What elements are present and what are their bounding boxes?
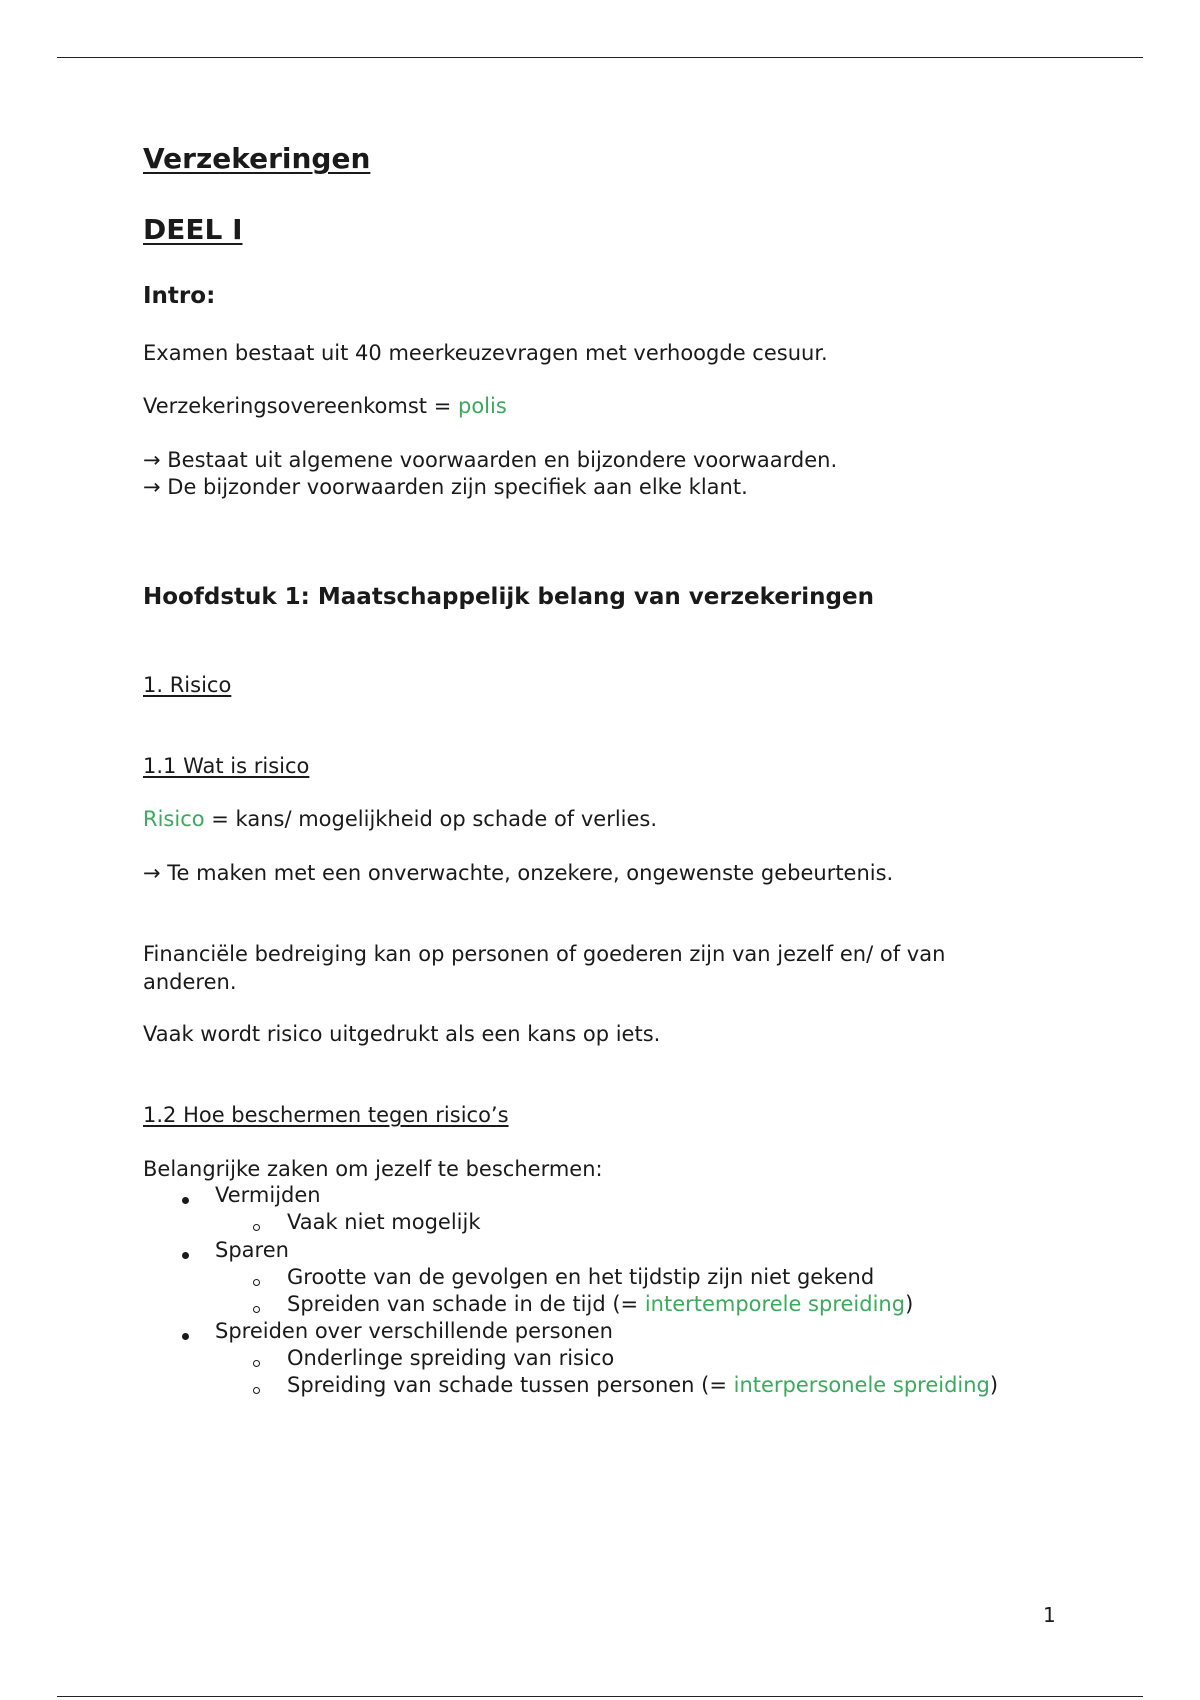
arrow-line-1: → Bestaat uit algemene voorwaarden en bijzondere voorwaarden. bbox=[143, 448, 838, 472]
intertemporal-term: intertemporele spreiding bbox=[644, 1292, 906, 1316]
contract-line bbox=[143, 393, 507, 420]
financial-line-1: Financiële bedreiging kan op personen of goederen zijn van jezelf en/ of van bbox=[143, 942, 946, 966]
intro-heading: Intro: bbox=[143, 283, 216, 309]
sub-bullet-circle bbox=[253, 1306, 260, 1313]
sub-list-item: Onderlinge spreiding van risico bbox=[287, 1346, 615, 1370]
list-item: Spreiden over verschillende personen bbox=[215, 1319, 613, 1343]
polis-term: polis bbox=[457, 394, 507, 418]
sub-item-pre: Spreiding van schade tussen personen (= bbox=[287, 1373, 734, 1397]
arrow-line-2: → De bijzonder voorwaarden zijn specifiek aan elke klant. bbox=[143, 475, 748, 499]
risk-def-text: = kans/ mogelijkheid op schade of verlies. bbox=[204, 807, 658, 831]
part-heading: DEEL I bbox=[143, 213, 243, 246]
sub-bullet-circle bbox=[253, 1224, 260, 1231]
page-number: 1 bbox=[1043, 1603, 1056, 1627]
risk-definition bbox=[143, 806, 657, 833]
contract-label: Verzekeringsovereenkomst = bbox=[143, 394, 458, 418]
sub-item-pre: Spreiden van schade in de tijd (= bbox=[287, 1292, 645, 1316]
bullet-dot bbox=[182, 1333, 189, 1340]
sub-item-post: ) bbox=[905, 1292, 914, 1316]
sub-bullet-circle bbox=[253, 1279, 260, 1286]
bullet-dot bbox=[182, 1197, 189, 1204]
sub-bullet-circle bbox=[253, 1387, 260, 1394]
exam-text: Examen bestaat uit 40 meerkeuzevragen met verhoogde cesuur. bbox=[143, 341, 828, 365]
section-hoe-beschermen: 1.2 Hoe beschermen tegen risico’s bbox=[143, 1103, 509, 1127]
sub-bullet-circle bbox=[253, 1360, 260, 1367]
section-wat-is-risico: 1.1 Wat is risico bbox=[143, 754, 310, 778]
chapter-heading: Hoofdstuk 1: Maatschappelijk belang van verzekeringen bbox=[143, 584, 874, 610]
document-title: Verzekeringen bbox=[143, 142, 371, 175]
sub-list-item bbox=[287, 1373, 998, 1397]
list-item: Sparen bbox=[215, 1238, 289, 1262]
risk-arrow-line: → Te maken met een onverwachte, onzekere, ongewenste gebeurtenis. bbox=[143, 861, 894, 885]
sub-list-item: Vaak niet mogelijk bbox=[287, 1210, 481, 1234]
protect-intro: Belangrijke zaken om jezelf te beschermen: bbox=[143, 1157, 603, 1181]
sub-list-item bbox=[287, 1292, 913, 1316]
often-text: Vaak wordt risico uitgedrukt als een kans op iets. bbox=[143, 1022, 661, 1046]
footer-rule bbox=[57, 1696, 1143, 1697]
sub-item-post: ) bbox=[989, 1373, 999, 1397]
risk-term: Risico bbox=[143, 807, 205, 831]
header-rule bbox=[57, 57, 1143, 58]
financial-line-2: anderen. bbox=[143, 970, 237, 994]
list-item: Vermijden bbox=[215, 1183, 321, 1207]
sub-list-item: Grootte van de gevolgen en het tijdstip zijn niet gekend bbox=[287, 1265, 875, 1289]
bullet-dot bbox=[182, 1252, 189, 1259]
interpersonal-term: interpersonele spreiding bbox=[733, 1373, 990, 1397]
section-risico: 1. Risico bbox=[143, 673, 232, 697]
